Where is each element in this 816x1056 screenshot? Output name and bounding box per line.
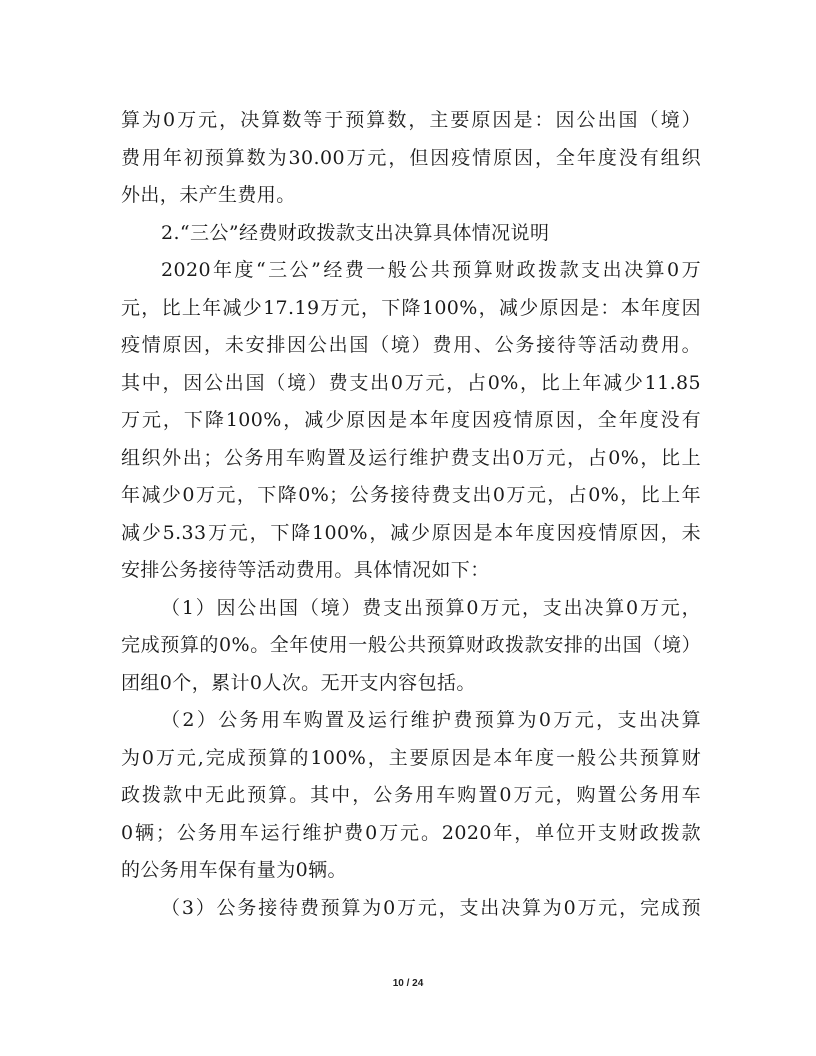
text-line: 疫情原因，未安排因公出国（境）费用、公务接待等活动费用。 bbox=[121, 334, 701, 356]
text-line: 完成预算的0%。全年使用一般公共预算财政拨款安排的出国（境） bbox=[121, 634, 701, 656]
text-line: 组织外出；公务用车购置及运行维护费支出0万元，占0%，比上 bbox=[121, 446, 701, 469]
text-line: 减少5.33万元，下降100%，减少原因是本年度因疫情原因，未 bbox=[121, 521, 701, 544]
page-number: 10 / 24 bbox=[392, 978, 424, 989]
text-line: 外出，未产生费用。 bbox=[121, 184, 296, 206]
section-heading: 2.“三公”经费财政拨款支出决算具体情况说明 bbox=[161, 221, 550, 244]
text-line: 安排公务接待等活动费用。具体情况如下： bbox=[121, 559, 490, 581]
text-line: （1）因公出国（境）费支出预算0万元，支出决算0万元， bbox=[161, 596, 701, 619]
text-line: 算为0万元，决算数等于预算数，主要原因是：因公出国（境） bbox=[121, 109, 701, 131]
text-line: 团组0个，累计0人次。无开支内容包括。 bbox=[121, 671, 476, 694]
text-line: （3）公务接待费预算为0万元，支出决算为0万元，完成预 bbox=[161, 896, 701, 919]
text-line: 为0万元,完成预算的100%，主要原因是本年度一般公共预算财 bbox=[121, 746, 701, 769]
text-line: 其中，因公出国（境）费支出0万元，占0%，比上年减少11.85 bbox=[121, 371, 701, 394]
text-line: 元，比上年减少17.19万元，下降100%，减少原因是：本年度因 bbox=[121, 296, 701, 319]
text-line: 0辆；公务用车运行维护费0万元。2020年，单位开支财政拨款 bbox=[121, 821, 701, 844]
text-line: 的公务用车保有量为0辆。 bbox=[121, 859, 347, 881]
text-line: 政拨款中无此预算。其中，公务用车购置0万元，购置公务用车 bbox=[121, 784, 701, 806]
text-line: 2020年度“三公”经费一般公共预算财政拨款支出决算0万 bbox=[161, 259, 701, 281]
text-line: 费用年初预算数为30.00万元，但因疫情原因，全年度没有组织 bbox=[121, 146, 701, 169]
text-line: （2）公务用车购置及运行维护费预算为0万元，支出决算 bbox=[161, 709, 701, 731]
text-line: 年减少0万元，下降0%；公务接待费支出0万元，占0%，比上年 bbox=[121, 484, 701, 506]
document-body bbox=[121, 102, 701, 927]
text-line: 万元，下降100%，减少原因是本年度因疫情原因，全年度没有 bbox=[121, 409, 701, 431]
